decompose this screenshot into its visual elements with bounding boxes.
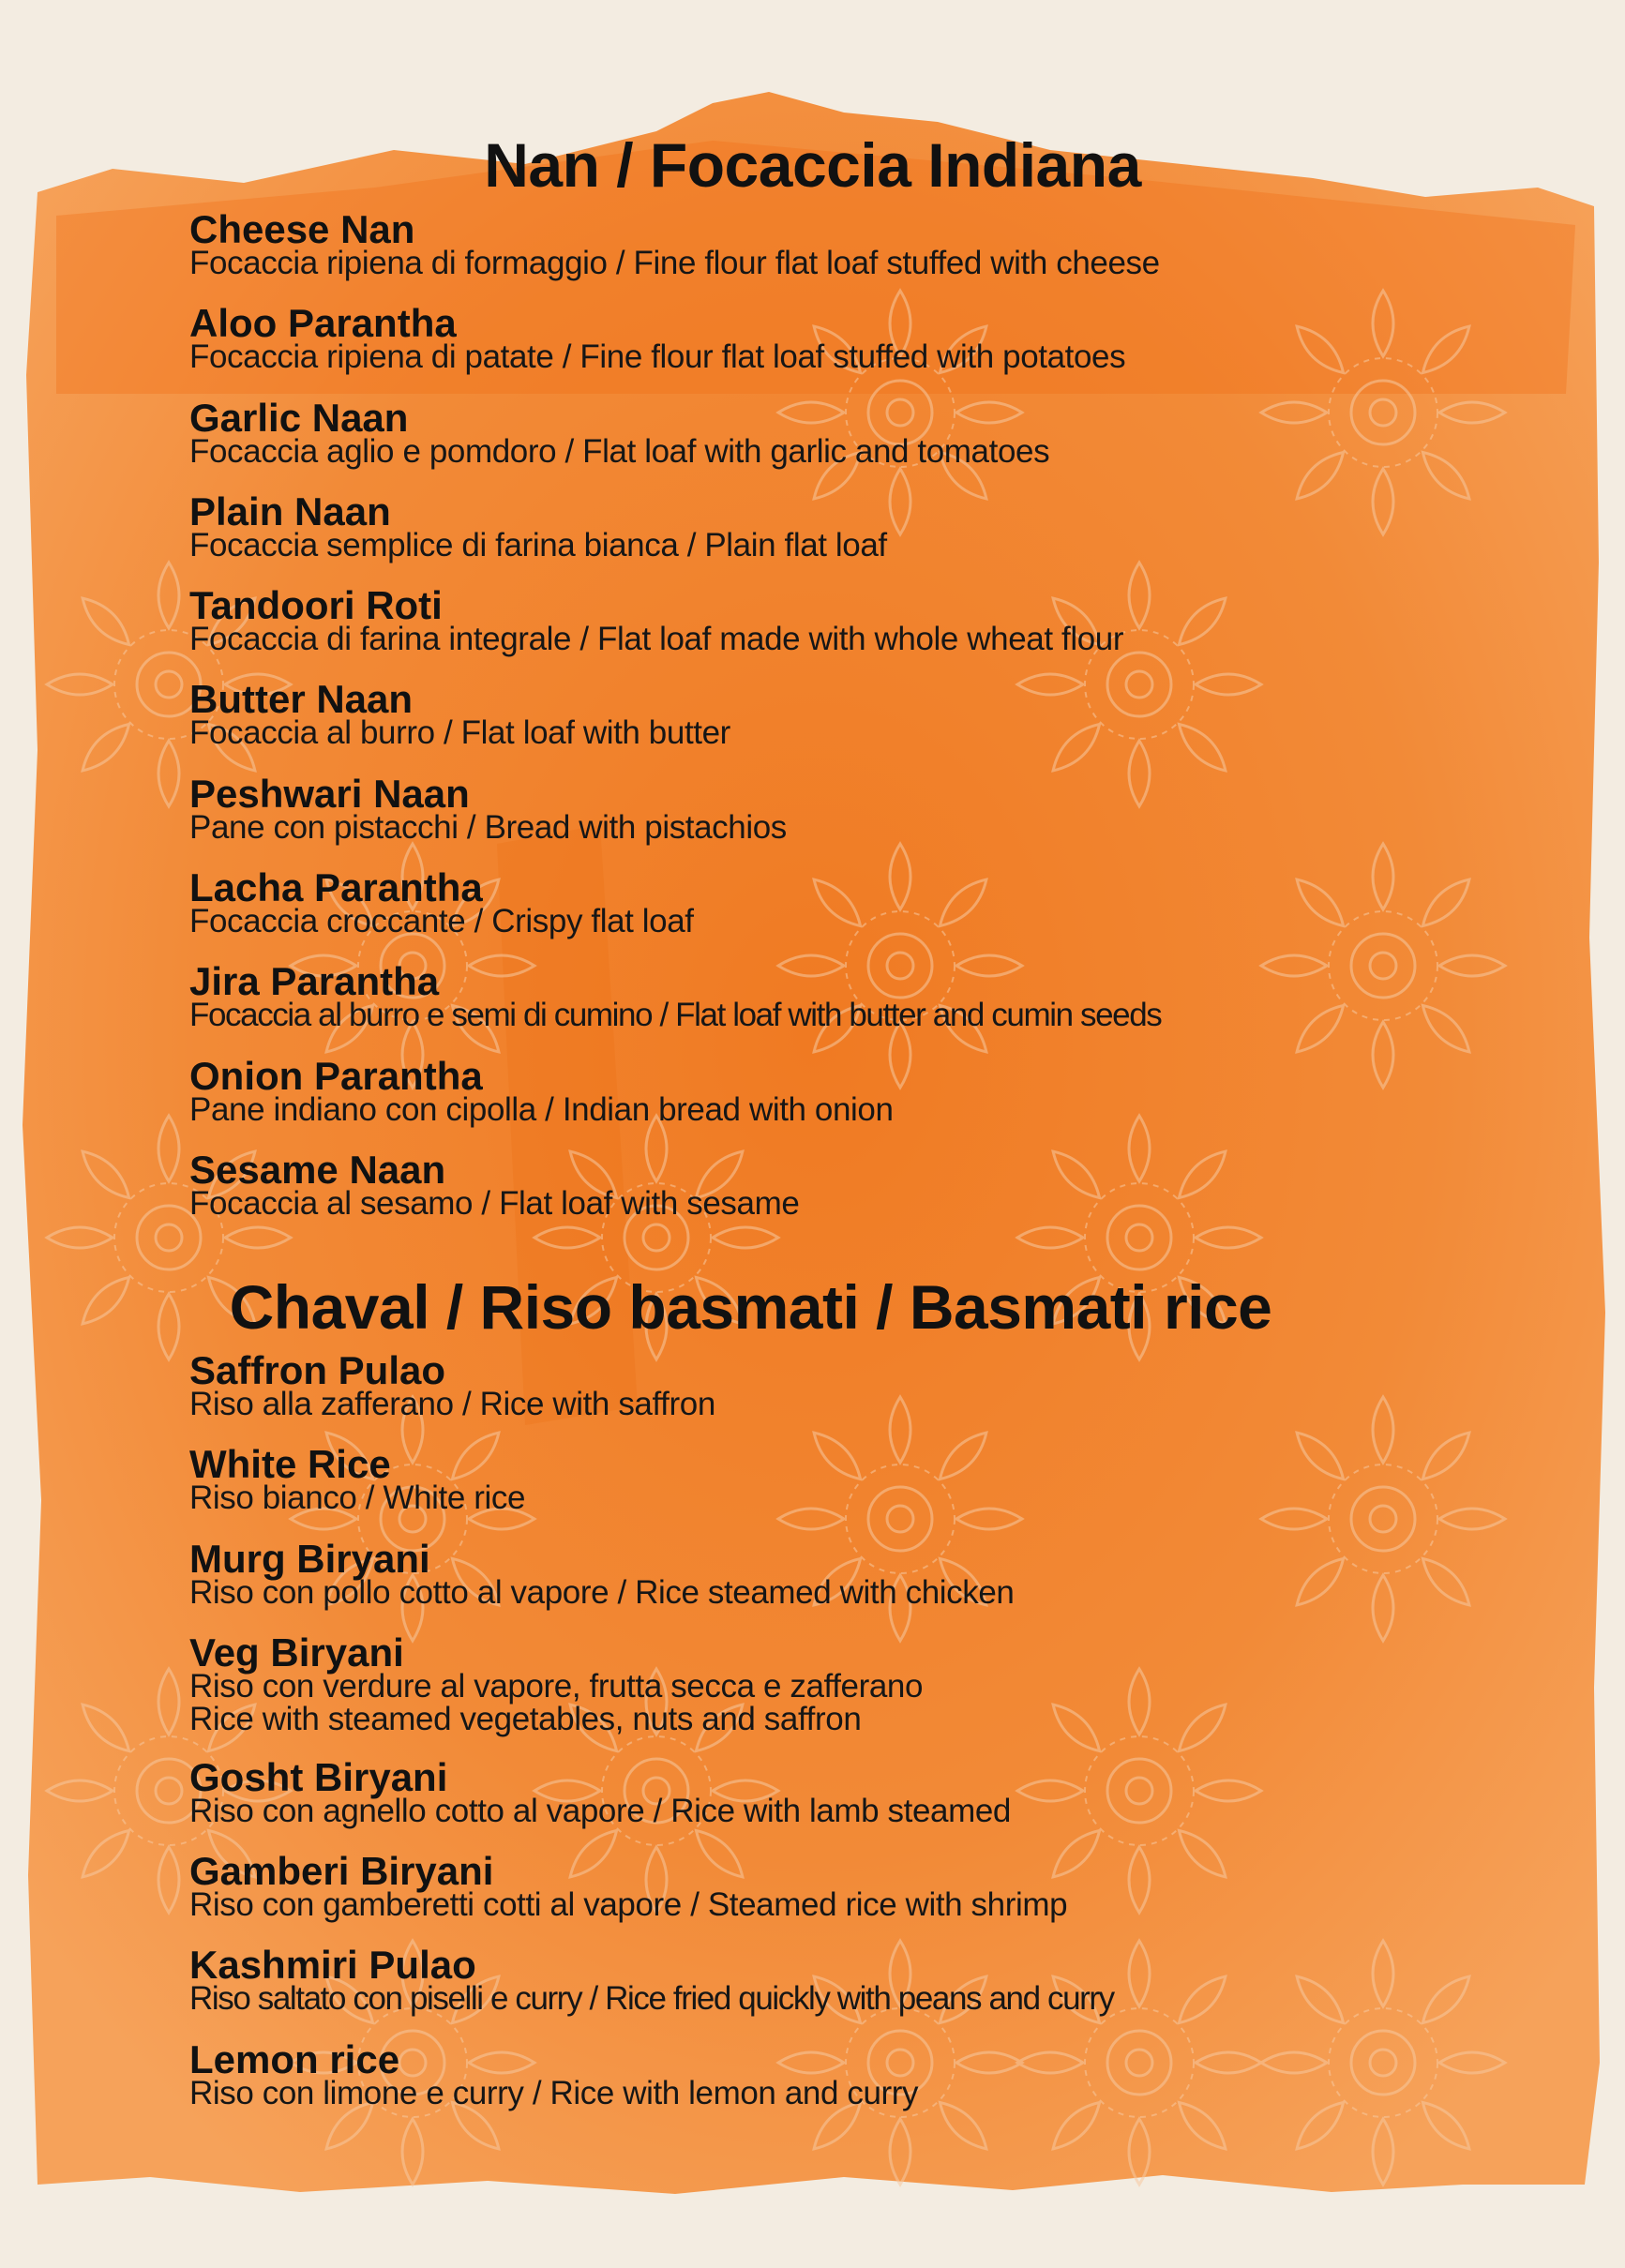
item-desc: Riso saltato con piselli e curry / Rice fried quickly with peans and curry [189,1980,1114,2018]
section-title-rice: Chaval / Riso basmati / Basmati rice [229,1272,1272,1342]
menu-item [189,1849,1483,1948]
item-name: Saffron Pulao [189,1348,446,1392]
item-desc: Focaccia ripiena di formaggio / Fine flour flat loaf stuffed with cheese [189,245,1160,281]
item-desc: Riso alla zafferano / Rice with saffron [189,1386,715,1422]
menu-item [189,583,1483,683]
item-desc: Focaccia al sesamo / Flat loaf with sesame [189,1184,800,1222]
menu-item [189,677,1483,776]
item-desc: Riso con verdure al vapore, frutta secca e zafferano [189,1667,924,1705]
item-name: Kashmiri Pulao [189,1943,476,1988]
item-desc: Focaccia semplice di farina bianca / Plain flat loaf [189,526,887,563]
menu-item [189,771,1483,871]
menu-item [189,2036,1483,2137]
item-desc: Focaccia croccante / Crispy flat loaf [189,903,694,940]
item-name: Sesame Naan [189,1147,446,1192]
menu-item [189,1943,1483,2042]
item-name: Jira Parantha [189,959,440,1004]
item-name: Onion Parantha [189,1053,483,1098]
item-desc-english: Rice with steamed vegetables, nuts and saffron [189,1700,862,1737]
item-desc: Riso con limone e curry / Rice with lemon and curry [189,2074,919,2111]
item-name: Lemon rice [189,2036,400,2081]
menu-item [189,959,1483,1059]
menu-item [189,488,1483,589]
section-title-nan: Nan / Focaccia Indiana [484,130,1141,200]
item-desc: Riso con pollo cotto al vapore / Rice steamed with chicken [189,1573,1015,1611]
item-name: Plain Naan [189,488,391,533]
item-desc: Riso con gamberetti cotti al vapore / Steamed rice with shrimp [189,1886,1068,1924]
menu-item [189,1754,1483,1855]
menu-item [189,1053,1483,1153]
item-desc: Riso bianco / White rice [189,1479,526,1517]
menu-item [189,301,1483,400]
menu-item [189,865,1483,965]
nan-items [189,207,1483,1247]
item-desc: Focaccia aglio e pomdoro / Flat loaf with garlic and tomatoes [189,432,1050,470]
item-name: Lacha Parantha [189,865,483,910]
menu-item [189,1442,1483,1541]
item-name: Garlic Naan [189,395,409,440]
item-name: Gamberi Biryani [189,1849,494,1894]
menu-item [189,1536,1483,1636]
item-desc: Pane con pistacchi / Bread with pistachios [189,808,787,846]
item-desc: Focaccia ripiena di patate / Fine flour flat loaf stuffed with potatoes [189,338,1126,376]
item-desc: Pane indiano con cipolla / Indian bread with onion [189,1090,894,1128]
item-name: Cheese Nan [189,207,415,251]
item-name: White Rice [189,1442,391,1487]
item-name: Murg Biryani [189,1536,430,1581]
item-desc: Riso con agnello cotto al vapore / Rice with lamb steamed [189,1792,1011,1829]
menu-item [189,1147,1483,1247]
item-name: Butter Naan [189,677,414,722]
item-desc: Focaccia di farina integrale / Flat loaf made with whole wheat flour [189,621,1124,658]
menu-item [189,395,1483,495]
menu-item [189,1348,1483,1448]
menu-item [189,207,1483,307]
item-name: Tandoori Roti [189,583,443,628]
item-name: Gosht Biryani [189,1754,448,1799]
rice-items [189,1348,1483,2137]
item-desc: Focaccia al burro / Flat loaf with butter [189,714,730,752]
item-desc: Focaccia al burro e semi di cumino / Flat loaf with butter and cumin seeds [189,997,1162,1034]
item-name: Peshwari Naan [189,771,470,816]
item-name: Veg Biryani [189,1630,404,1675]
item-name: Aloo Parantha [189,301,457,346]
menu-item [189,1630,1483,1761]
